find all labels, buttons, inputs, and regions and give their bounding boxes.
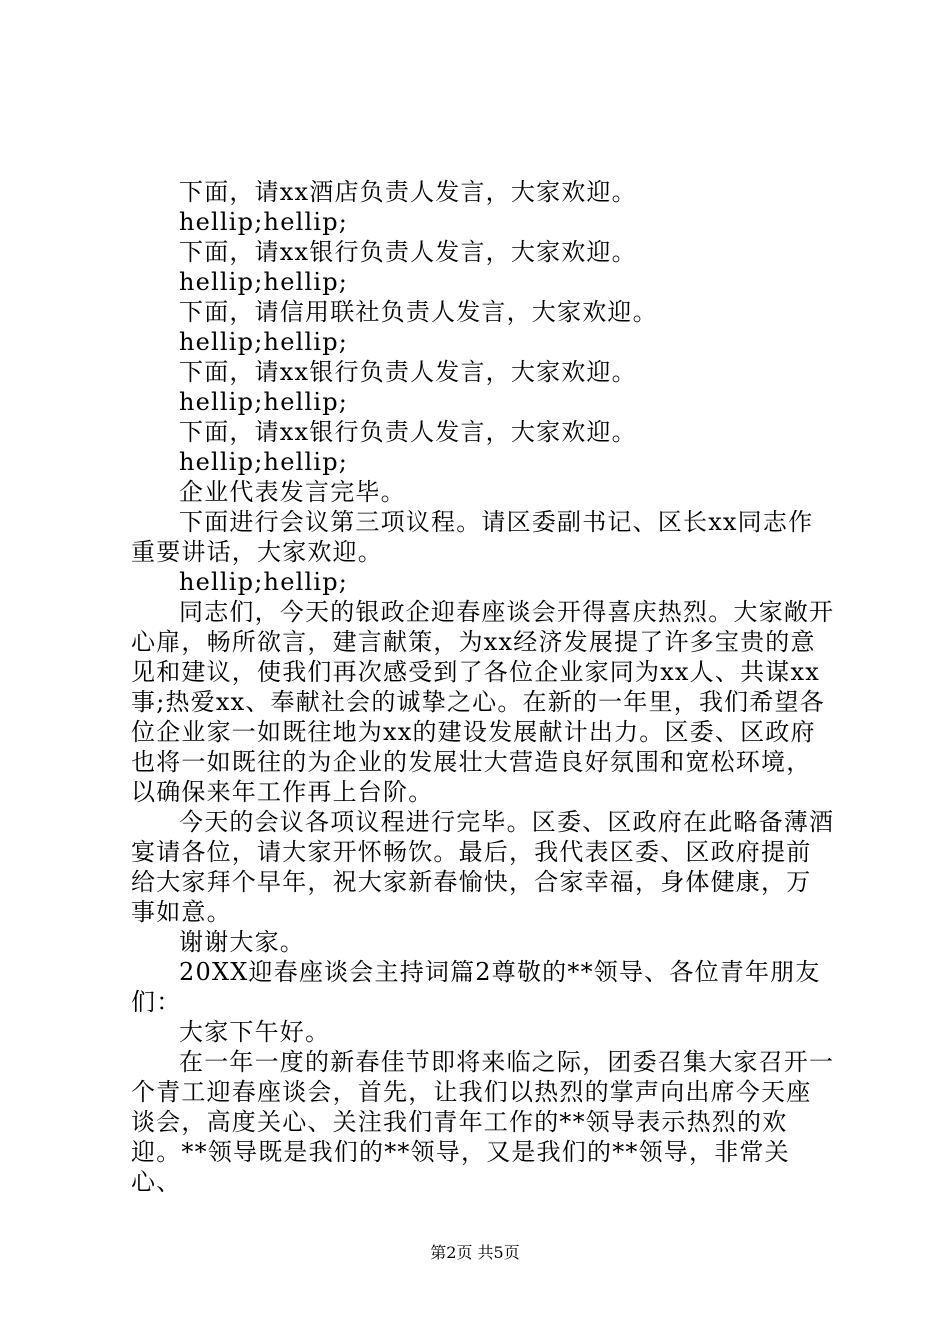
paragraph: hellip;hellip; <box>179 388 349 416</box>
paragraph: hellip;hellip; <box>179 448 349 476</box>
paragraph: hellip;hellip; <box>179 268 349 296</box>
paragraph: 大家下午好。 <box>179 1018 331 1046</box>
paragraph: 在一年一度的新春佳节即将来临之际，团委召集大家召开一个青工迎春座谈会，首先，让我们以热烈的掌声向出席今天座谈会，高度关心、关注我们青年工作的**领导表示热烈的欢迎。**领导既是我们的**领导，又是我们的**领导，非常关心、 <box>131 1048 835 1196</box>
paragraph: 下面，请xx银行负责人发言，大家欢迎。 <box>179 238 637 266</box>
paragraph: 下面，请xx银行负责人发言，大家欢迎。 <box>179 418 637 446</box>
document-body <box>131 177 835 1197</box>
paragraph: 下面进行会议第三项议程。请区委副书记、区长xx同志作重要讲话，大家欢迎。 <box>131 508 814 566</box>
paragraph: 下面，请信用联社负责人发言，大家欢迎。 <box>179 298 658 326</box>
paragraph: hellip;hellip; <box>179 328 349 356</box>
paragraph: 下面，请xx银行负责人发言，大家欢迎。 <box>179 358 637 386</box>
page-number-footer: 第2页 共5页 <box>430 1243 520 1262</box>
paragraph: 下面，请xx酒店负责人发言，大家欢迎。 <box>179 178 637 206</box>
paragraph: hellip;hellip; <box>179 568 349 596</box>
paragraph: 同志们，今天的银政企迎春座谈会开得喜庆热烈。大家敞开心扉，畅所欲言，建言献策，为xx经济发展提了许多宝贵的意见和建议，使我们再次感受到了各位企业家同为xx人、共谋xx事;热爱xx、奉献社会的诚挚之心。在新的一年里，我们希望各位企业家一如既往地为xx的建设发展献计出力。区委、区政府也将一如既往的为企业的发展壮大营造良好氛围和宽松环境，以确保来年工作再上台阶。 <box>131 598 835 806</box>
paragraph: 今天的会议各项议程进行完毕。区委、区政府在此略备薄酒宴请各位，请大家开怀畅饮。最后，我代表区委、区政府提前给大家拜个早年，祝大家新春愉快，合家幸福，身体健康，万事如意。 <box>131 808 835 926</box>
paragraph: 企业代表发言完毕。 <box>179 478 406 506</box>
paragraph: hellip;hellip; <box>179 208 349 236</box>
paragraph: 20XX迎春座谈会主持词篇2尊敬的**领导、各位青年朋友们： <box>131 958 821 1016</box>
paragraph: 谢谢大家。 <box>179 928 305 956</box>
